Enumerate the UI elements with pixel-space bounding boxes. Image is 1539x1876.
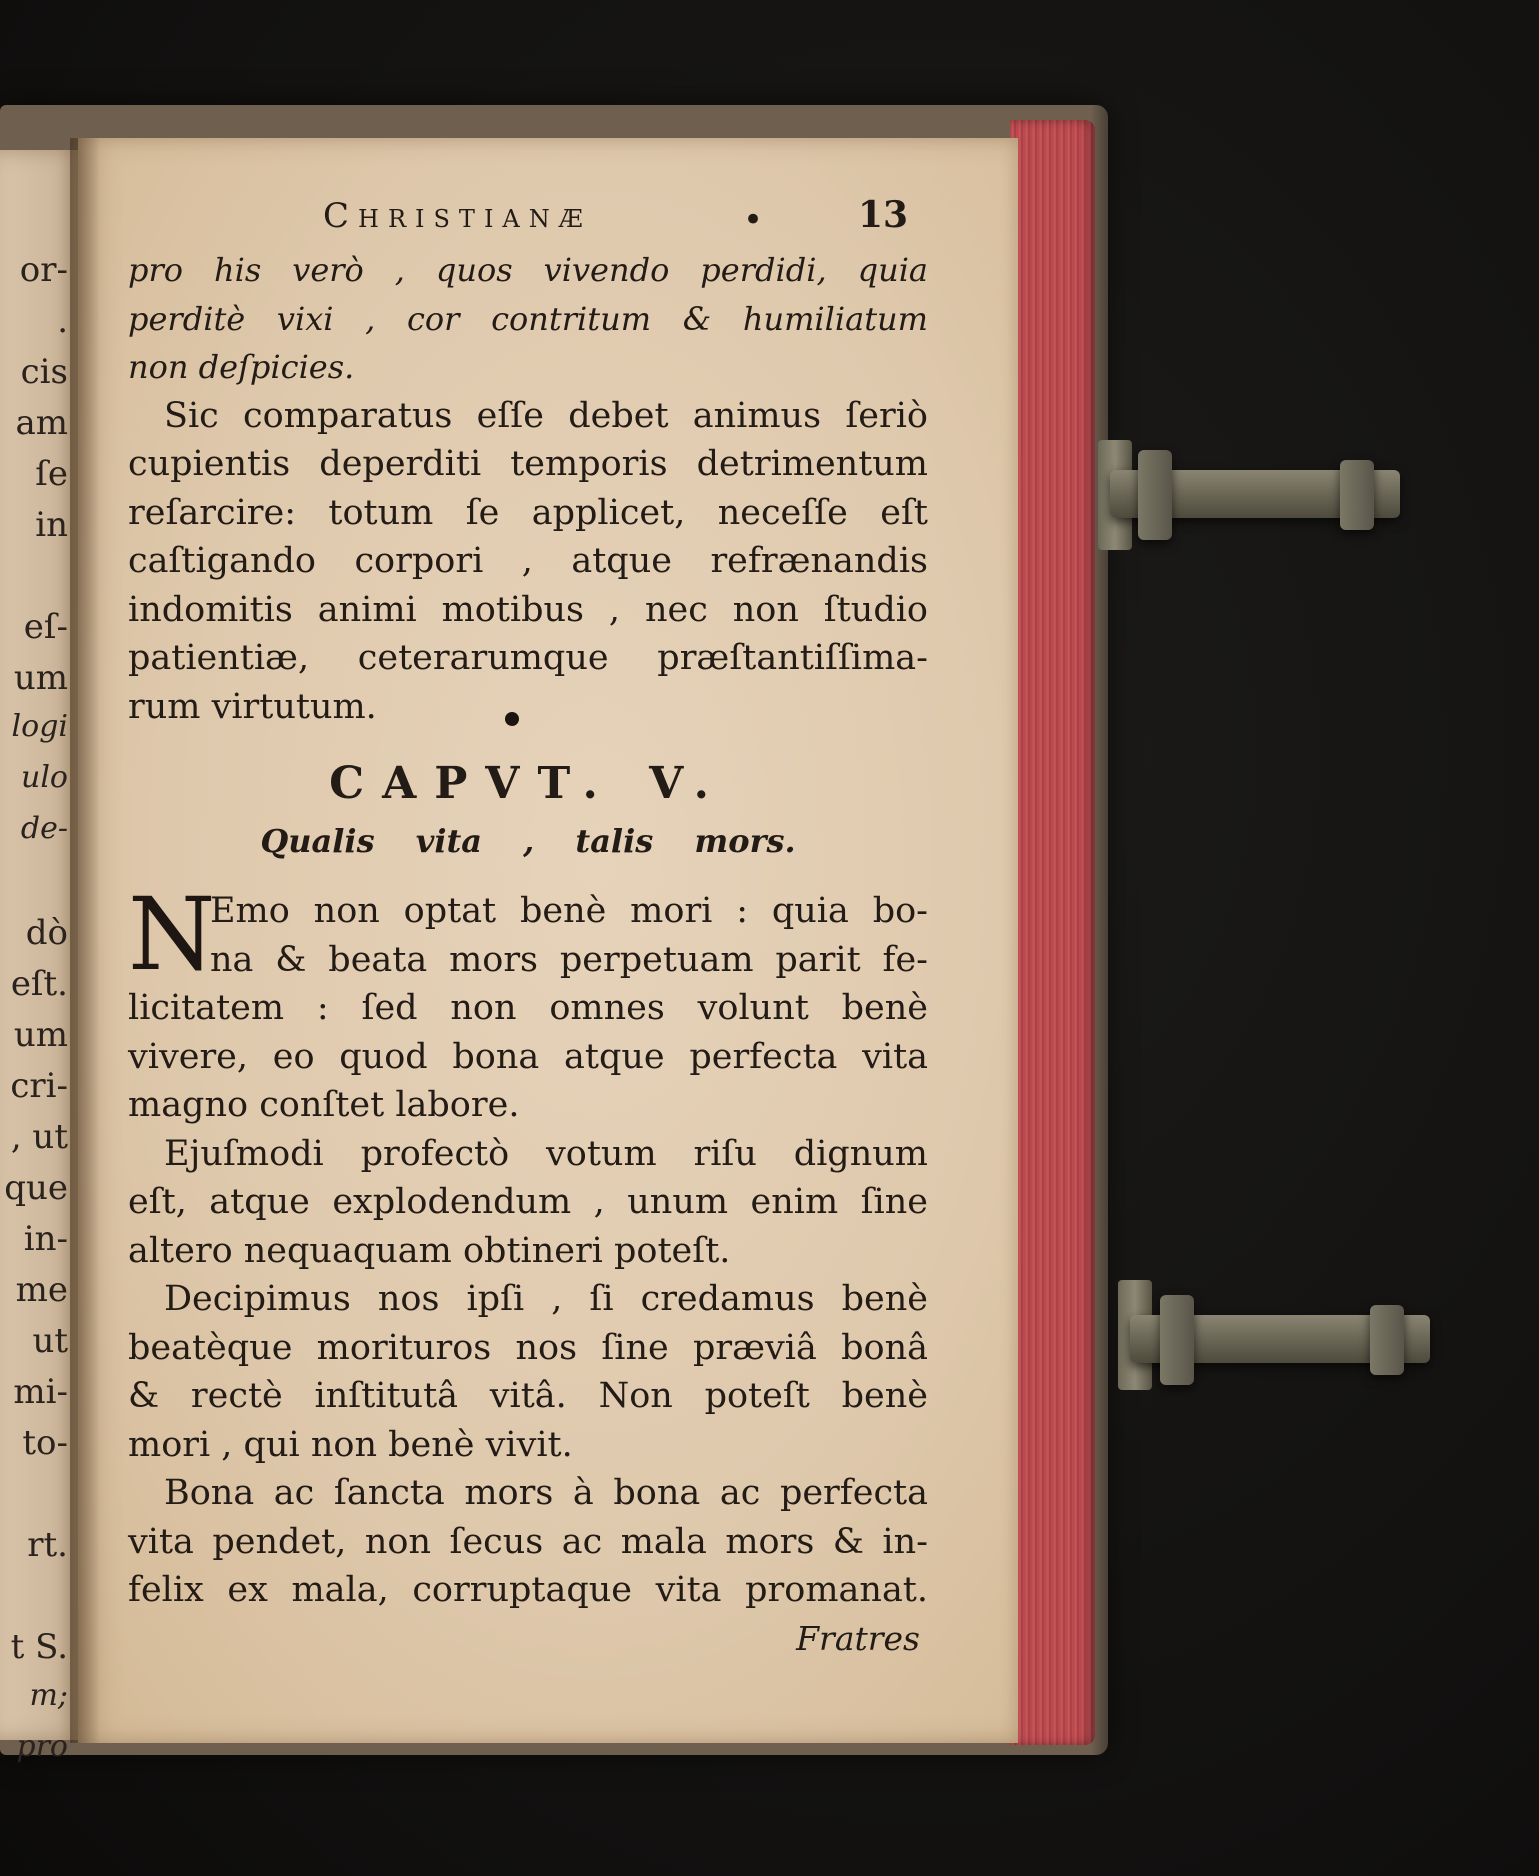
left-page-fragment: ulo (21, 760, 68, 795)
paragraph-4 (128, 1275, 928, 1469)
text-line: mori , qui non benè vivit. (128, 1424, 573, 1465)
chapter-heading: CAPVT. V. (329, 758, 727, 809)
left-page-fragment: cri- (10, 1066, 68, 1106)
left-page-fragment: um (13, 658, 68, 698)
left-page-fragment: or- (19, 250, 68, 290)
left-page-fragment: cis (20, 352, 68, 392)
left-page-fragment: eſt. (10, 964, 68, 1004)
text-line: felix ex mala, corruptaque vita promanat. (128, 1570, 928, 1610)
left-page-fragment: m; (29, 1678, 68, 1713)
left-page-fragment: t S. (10, 1627, 68, 1667)
text-line: patientiæ, ceterarumque præſtantiſſima- (128, 638, 928, 678)
left-page-fragment: rt. (27, 1525, 68, 1565)
text-line: Sic comparatus eſſe debet animus ſeriò (164, 395, 928, 436)
page-number: 13 (858, 194, 909, 236)
text-line: non deſpicies. (128, 348, 355, 386)
left-page-fragment: . (57, 301, 68, 341)
running-head-title: Christianæ (323, 196, 592, 236)
text-line: caſtigando corpori , atque refrænandis (128, 541, 928, 581)
left-page-fragment: to- (22, 1423, 68, 1463)
text-line: cupientis deperditi temporis detrimentum (128, 444, 928, 484)
left-page-fragment: logi (11, 709, 68, 744)
chapter-subtitle: Qualis vita , talis mors. (260, 822, 796, 860)
drop-capital: N (128, 876, 216, 993)
lower-clasp-knob (1160, 1295, 1194, 1385)
left-page-fragment: mi- (13, 1372, 68, 1412)
text-line: pro his verò , quos vivendo perdidi, quia (128, 251, 928, 289)
opening-italic-passage (128, 246, 928, 392)
text-line: & rectè inſtitutâ vitâ. Non poteſt benè (128, 1376, 928, 1416)
left-page-fragment: in (35, 505, 68, 545)
lower-clasp-end (1370, 1305, 1404, 1375)
catchword: Fratres (796, 1618, 920, 1658)
left-page-fragment: dò (25, 913, 68, 953)
text-line: vita pendet, non ſecus ac mala mors & in- (128, 1521, 928, 1562)
text-line: magno conſtet labore. (128, 1085, 520, 1125)
text-line: Bona ac ſancta mors à bona ac perfecta (164, 1473, 928, 1513)
paragraph-2 (128, 876, 928, 1130)
upper-clasp-end (1340, 460, 1374, 530)
text-line: indomitis animi motibus , nec non ſtudio (128, 589, 928, 630)
paragraph-5 (128, 1469, 928, 1615)
left-page-fragment: , ut (10, 1117, 68, 1157)
left-page-fragment: um (13, 1015, 68, 1055)
left-page-fragment: am (15, 403, 68, 443)
text-line: altero nequaquam obtineri poteſt. (128, 1230, 731, 1271)
left-page-fragment: pro (16, 1729, 68, 1764)
text-line: vivere, eo quod bona atque perfecta vita (128, 1036, 928, 1077)
text-line: licitatem : ſed non omnes volunt benè (128, 988, 928, 1028)
text-line: Ejuſmodi profectò votum riſu dignum (164, 1133, 928, 1174)
upper-clasp-knob (1138, 450, 1172, 540)
paragraph-1 (128, 392, 928, 732)
running-head (128, 190, 928, 246)
text-line: Emo non optat benè mori : quia bo- (210, 891, 928, 931)
text-line: beatèque morituros nos ſine præviâ bonâ (128, 1327, 928, 1368)
running-head-dot: • (743, 200, 764, 240)
gutter-shadow (70, 138, 100, 1743)
red-page-edges (1010, 120, 1095, 1745)
text-line: reſarcire: totum ſe applicet, neceſſe eſt (128, 492, 928, 533)
text-line: Decipimus nos ipſi , ſi credamus benè (164, 1279, 928, 1319)
page-text (128, 190, 928, 1663)
left-page-fragment: me (15, 1270, 68, 1310)
left-page-fragment: in- (23, 1219, 68, 1259)
text-line: perditè vixi , cor contritum & humiliatum (128, 299, 928, 338)
left-page-fragment: eſ- (23, 607, 68, 647)
left-page-fragment: ſe (35, 454, 68, 494)
left-page-fragment: que (4, 1168, 68, 1208)
text-line: eſt, atque explodendum , unum enim ſine (128, 1182, 928, 1222)
left-page-fragment: ut (32, 1321, 68, 1361)
paragraph-3 (128, 1130, 928, 1276)
text-line: rum virtutum. (128, 686, 377, 727)
text-line: na & beata mors perpetuam parit fe- (210, 939, 928, 980)
left-page-fragment: de- (20, 811, 68, 846)
